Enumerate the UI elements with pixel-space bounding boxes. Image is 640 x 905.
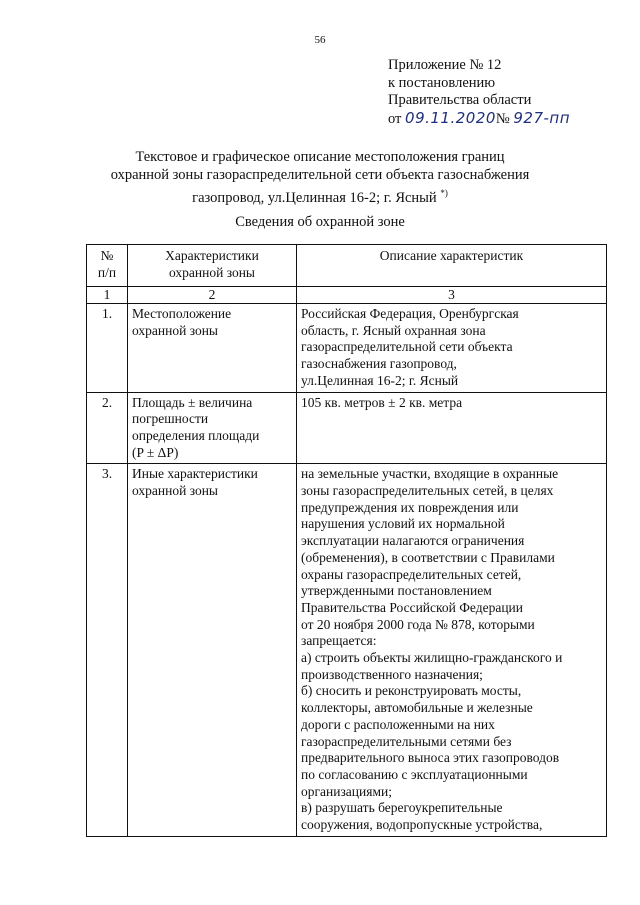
- row-number: 2.: [87, 392, 128, 464]
- appendix-line-2: к постановлению: [388, 74, 496, 91]
- table-header-row: [87, 245, 607, 287]
- column-number-row: [87, 287, 607, 304]
- document-title: [100, 148, 540, 207]
- title-line-3: газопровод, ул.Целинная 16-2; г. Ясный *): [192, 188, 448, 206]
- number-label: №: [495, 110, 510, 127]
- section-title: Сведения об охранной зоне: [235, 214, 405, 230]
- column-number: 3: [297, 287, 607, 304]
- row-description: Российская Федерация, Оренбургская область, г. Ясный охранная зона газораспределительной сети объекта газоснабжения газопровод, ул.Целинная 16-2; г. Ясный: [297, 304, 607, 393]
- appendix-date-line: [388, 110, 570, 129]
- appendix-line-3: Правительства области: [388, 92, 532, 108]
- column-number: 2: [128, 287, 297, 304]
- title-line-2: охранной зоны газораспределительной сети объекта газоснабжения: [110, 167, 530, 183]
- header-characteristic: Характеристики охранной зоны: [128, 245, 297, 287]
- footnote-mark: *): [440, 188, 448, 198]
- row-characteristic: Площадь ± величина погрешности определения площади (P ± ΔP): [128, 392, 297, 464]
- row-description: на земельные участки, входящие в охранные зоны газораспределительных сетей, в целях предупреждения их повреждения или нарушения условий их нормальной эксплуатации налагаются ограничения (обременения), в соответствии с Правилами охраны газораспределительных сетей, утвержденными постановлением Правительства Российской Федерации от 20 ноября 2000 года № 878, которыми запрещается: а) строить объекты жилищно-гражданского и производственного назначения; б) сносить и реконструировать мосты, коллекторы, автомобильные и железные дороги с расположенными на них газораспределительными сетями без предварительного выноса этих газопроводов по согласованию с эксплуатационными организациями; в) разрушать берегоукрепительные сооружения, водопропускные устройства,: [297, 464, 607, 836]
- row-description: 105 кв. метров ± 2 кв. метра: [297, 392, 607, 464]
- header-number: № п/п: [87, 245, 128, 287]
- appendix-line-1: Приложение № 12: [388, 57, 502, 73]
- column-number: 1: [87, 287, 128, 304]
- page-number: 56: [314, 34, 326, 46]
- handwritten-number: 927-пп: [513, 108, 571, 127]
- row-number: 1.: [87, 304, 128, 393]
- row-number: 3.: [87, 464, 128, 836]
- handwritten-date: 09.11.2020: [405, 108, 496, 127]
- protection-zone-table: [86, 244, 607, 837]
- table-row: [87, 304, 607, 393]
- table-row: [87, 392, 607, 464]
- header-description: Описание характеристик: [297, 245, 607, 287]
- row-characteristic: Местоположение охранной зоны: [128, 304, 297, 393]
- table-row: [87, 464, 607, 836]
- title-line-1: Текстовое и графическое описание местоположения границ: [135, 149, 505, 165]
- appendix-block: [388, 57, 570, 128]
- from-label: от: [388, 110, 402, 127]
- row-characteristic: Иные характеристики охранной зоны: [128, 464, 297, 836]
